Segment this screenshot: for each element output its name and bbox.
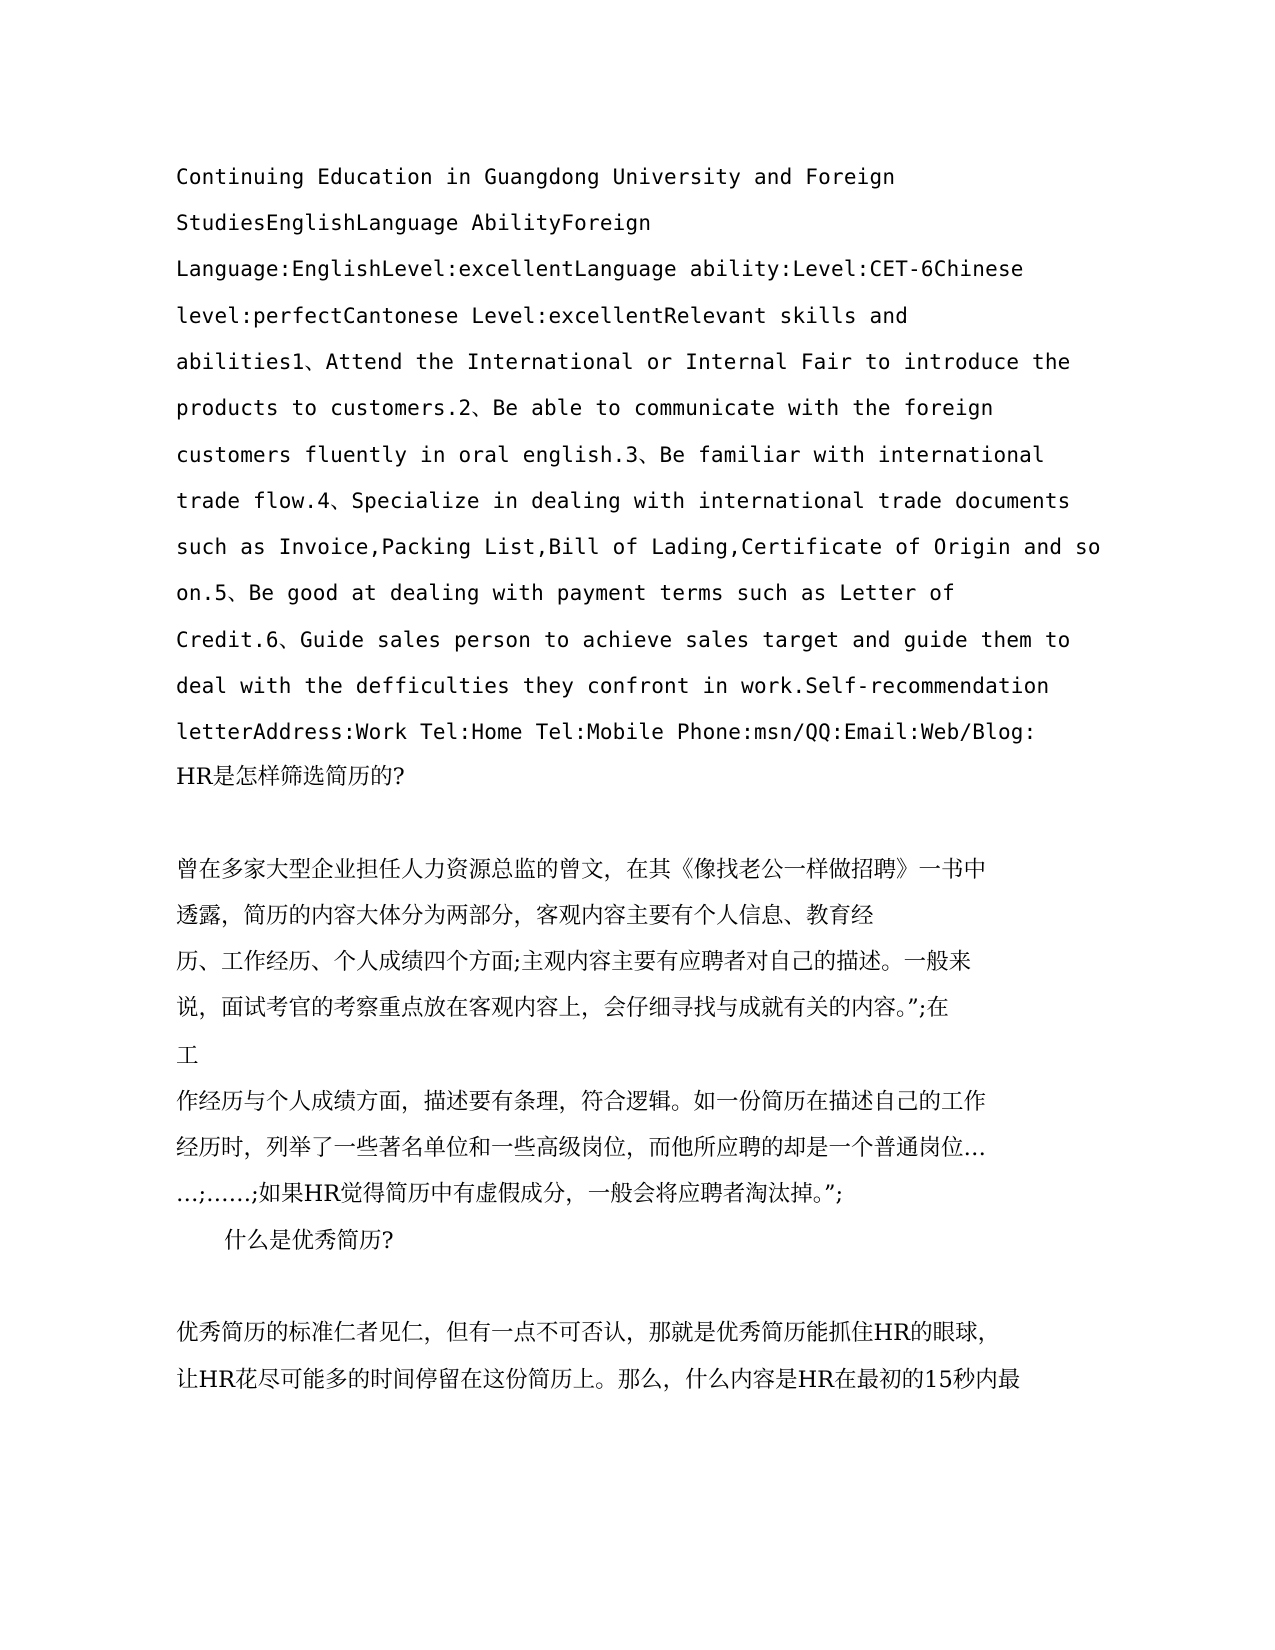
english-text-line: level:perfectCantonese Level:excellentRelevant skills and bbox=[176, 304, 909, 328]
english-text-line: trade flow.4、Specialize in dealing with international trade documents bbox=[176, 489, 1071, 513]
paragraph-line: 工 bbox=[176, 1043, 199, 1069]
section-heading-hr-screening: HR是怎样筛选简历的? bbox=[176, 764, 405, 790]
paragraph-line: 作经历与个人成绩方面，描述要有条理，符合逻辑。如一份简历在描述自己的工作 bbox=[176, 1089, 987, 1115]
english-text-line: Continuing Education in Guangdong University and Foreign bbox=[176, 165, 896, 189]
paragraph-line: 透露，简历的内容大体分为两部分，客观内容主要有个人信息、教育经 bbox=[176, 903, 874, 929]
english-text-line: Credit.6、Guide sales person to achieve sales target and guide them to bbox=[176, 628, 1071, 652]
english-text-line: on.5、Be good at dealing with payment terms such as Letter of bbox=[176, 581, 955, 605]
paragraph-line: 曾在多家大型企业担任人力资源总监的曾文，在其《像找老公一样做招聘》一书中 bbox=[176, 857, 987, 883]
english-text-line: products to customers.2、Be able to communicate with the foreign bbox=[176, 396, 994, 420]
paragraph-line: 让HR花尽可能多的时间停留在这份简历上。那么，什么内容是HR在最初的15秒内最 bbox=[176, 1367, 1021, 1393]
english-text-line: such as Invoice,Packing List,Bill of Lading,Certificate of Origin and so bbox=[176, 535, 1101, 559]
paragraph-line: …;……;如果HR觉得简历中有虚假成分，一般会将应聘者淘汰掉。”; bbox=[176, 1181, 844, 1207]
paragraph-line: 历、工作经历、个人成绩四个方面;主观内容主要有应聘者对自己的描述。一般来 bbox=[176, 949, 972, 975]
english-text-line: letterAddress:Work Tel:Home Tel:Mobile Phone:msn/QQ:Email:Web/Blog: bbox=[176, 720, 1037, 744]
english-text-line: customers fluently in oral english.3、Be familiar with international bbox=[176, 443, 1045, 467]
english-text-line: Language:EnglishLevel:excellentLanguage ability:Level:CET-6Chinese bbox=[176, 257, 1024, 281]
paragraph-line: 经历时，列举了一些著名单位和一些高级岗位，而他所应聘的却是一个普通岗位… bbox=[176, 1135, 987, 1161]
section-heading-excellent-resume: 什么是优秀简历? bbox=[224, 1228, 394, 1254]
paragraph-line: 优秀简历的标准仁者见仁，但有一点不可否认，那就是优秀简历能抓住HR的眼球， bbox=[176, 1320, 1001, 1346]
english-text-line: abilities1、Attend the International or Internal Fair to introduce the bbox=[176, 350, 1071, 374]
paragraph-line: 说，面试考官的考察重点放在客观内容上，会仔细寻找与成就有关的内容。”;在 bbox=[176, 995, 949, 1021]
english-text-line: StudiesEnglishLanguage AbilityForeign bbox=[176, 211, 652, 235]
english-text-line: deal with the defficulties they confront in work.Self-recommendation bbox=[176, 674, 1050, 698]
